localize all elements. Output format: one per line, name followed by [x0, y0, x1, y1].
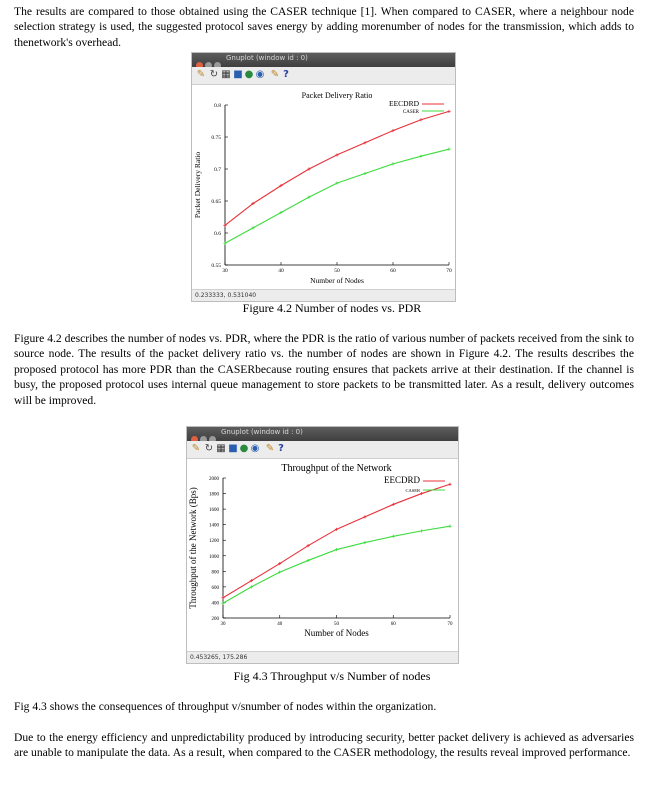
data-point-eecdrd: [363, 141, 366, 144]
y-tick-label: 200: [211, 617, 219, 622]
data-point-caser: [363, 541, 366, 544]
window-title: Gnuplot (window id : 0): [226, 54, 308, 62]
paragraph-intro: The results are compared to those obtained using the CASER technique [1]. When compared to CASER, where a neighbour node selection strategy is used, the suggested protocol saves energy by adding morenumber of nodes for the transmission, which adds to thenetwork's overhead.: [14, 5, 634, 49]
zoom-icon[interactable]: ●: [244, 69, 254, 80]
y-tick-label: 0.55: [211, 263, 221, 269]
y-tick-label: 1200: [209, 539, 219, 545]
x-tick-label: 60: [390, 268, 396, 274]
y-tick-label: 1400: [209, 523, 219, 529]
data-point-caser: [363, 172, 366, 175]
chart-title: Packet Delivery Ratio: [301, 91, 373, 100]
replot-icon[interactable]: ↻: [209, 69, 219, 80]
x-axis-label: Number of Nodes: [304, 628, 369, 638]
help-icon[interactable]: ?: [283, 69, 289, 80]
replot-icon[interactable]: ↻: [204, 443, 214, 454]
data-point-eecdrd: [391, 129, 394, 132]
window-titlebar: [192, 53, 455, 67]
grid-icon[interactable]: ▦: [216, 443, 226, 454]
x-tick-label: 30: [222, 268, 228, 274]
data-point-eecdrd: [363, 515, 366, 518]
paragraph-conclusion: Due to the energy efficiency and unpredictability produced by introducing security, better packet delivery is achieved as adversaries are unable to manipulate the data. As a result, when compared to the CASER methodology, the results reveal improved performance.: [14, 731, 634, 760]
figure-caption-4-3: Fig 4.3 Throughput v/s Number of nodes: [233, 669, 431, 683]
x-tick-label: 40: [278, 268, 284, 274]
status-bar: 0.453265, 175.286: [187, 651, 458, 663]
data-point-eecdrd: [448, 483, 451, 486]
y-tick-label: 0.8: [214, 103, 221, 109]
legend-label-eecdrd: EECDRD: [384, 475, 420, 485]
x-tick-label: 70: [447, 622, 453, 627]
data-point-caser: [335, 548, 338, 551]
status-bar: 0.233333, 0.531040: [192, 289, 455, 301]
y-tick-label: 1800: [209, 492, 219, 498]
y-tick-label: 1600: [209, 508, 219, 514]
x-axis-label: Number of Nodes: [310, 276, 364, 285]
data-point-caser: [391, 162, 394, 165]
chart-title: Throughput of the Network: [281, 463, 392, 474]
series-line-eecdrd: [223, 484, 450, 598]
y-axis-label: Throughput of the Network (Bps): [188, 487, 198, 609]
ruler-icon[interactable]: ■: [233, 69, 243, 80]
settings-icon[interactable]: ✎: [265, 443, 275, 454]
y-tick-label: 0.7: [214, 167, 221, 173]
y-tick-label: 0.65: [211, 199, 221, 205]
legend-label-caser: CASER: [405, 488, 420, 493]
settings-icon[interactable]: ✎: [270, 69, 280, 80]
series-line-caser: [225, 149, 449, 243]
zoom-prev-icon[interactable]: ◉: [250, 443, 260, 454]
throughput-chart: [187, 459, 458, 652]
legend-label-eecdrd: EECDRD: [389, 99, 419, 108]
pdr-chart: [192, 85, 455, 291]
legend-label-caser: CASER: [402, 110, 419, 115]
paragraph-throughput-intro: Fig 4.3 shows the consequences of throughput v/snumber of nodes within the organization.: [14, 700, 437, 713]
ruler-icon[interactable]: ■: [228, 443, 238, 454]
data-point-caser: [420, 529, 423, 532]
help-icon[interactable]: ?: [278, 443, 284, 454]
data-point-eecdrd: [420, 492, 423, 495]
data-point-caser: [419, 155, 422, 158]
series-line-eecdrd: [225, 111, 449, 225]
figure-caption-4-2: Figure 4.2 Number of nodes vs. PDR: [242, 301, 422, 315]
y-tick-label: 400: [211, 601, 219, 607]
series-line-caser: [223, 526, 450, 603]
data-point-eecdrd: [392, 503, 395, 506]
y-tick-label: 800: [211, 570, 219, 576]
copy-icon[interactable]: ✎: [196, 69, 206, 80]
x-tick-label: 70: [446, 268, 452, 274]
x-tick-label: 40: [277, 622, 283, 627]
y-axis-label: Packet Delivery Ratio: [193, 151, 202, 219]
window-titlebar: [187, 427, 458, 441]
zoom-prev-icon[interactable]: ◉: [255, 69, 265, 80]
paragraph-pdr-description: Figure 4.2 describes the number of nodes vs. PDR, where the PDR is the ratio of various number of packets received from the sink to source node. The results of the packet delivery ratio vs. the number of nodes are shown in Figure 4.2. The results describes the proposed protocol has more PDR than the CASERbecause routing ensures that packets arrive at their destination. If the channel is busy, the proposed protocol uses internal queue management to store packets to be transmitted later. As a result, delivery outcomes will be improved.: [14, 332, 634, 407]
data-point-caser: [447, 148, 450, 151]
data-point-caser: [392, 535, 395, 538]
window-title: Gnuplot (window id : 0): [221, 428, 303, 436]
data-point-caser: [307, 559, 310, 562]
gnuplot-window-pdr: [191, 52, 456, 302]
x-tick-label: 30: [220, 622, 226, 627]
copy-icon[interactable]: ✎: [191, 443, 201, 454]
data-point-eecdrd: [447, 110, 450, 113]
y-tick-label: 0.6: [214, 231, 221, 237]
x-tick-label: 50: [334, 268, 340, 274]
y-tick-label: 2000: [209, 477, 219, 482]
y-tick-label: 600: [211, 585, 219, 591]
y-tick-label: 1000: [209, 554, 219, 560]
zoom-icon[interactable]: ●: [239, 443, 249, 454]
y-tick-label: 0.75: [211, 135, 221, 141]
x-tick-label: 60: [390, 622, 396, 627]
gnuplot-window-throughput: [186, 426, 459, 664]
gnuplot-toolbar: [192, 67, 455, 85]
x-tick-label: 50: [334, 622, 339, 627]
data-point-eecdrd: [419, 118, 422, 121]
data-point-caser: [448, 525, 451, 528]
grid-icon[interactable]: ▦: [221, 69, 231, 80]
gnuplot-toolbar: [187, 441, 458, 459]
